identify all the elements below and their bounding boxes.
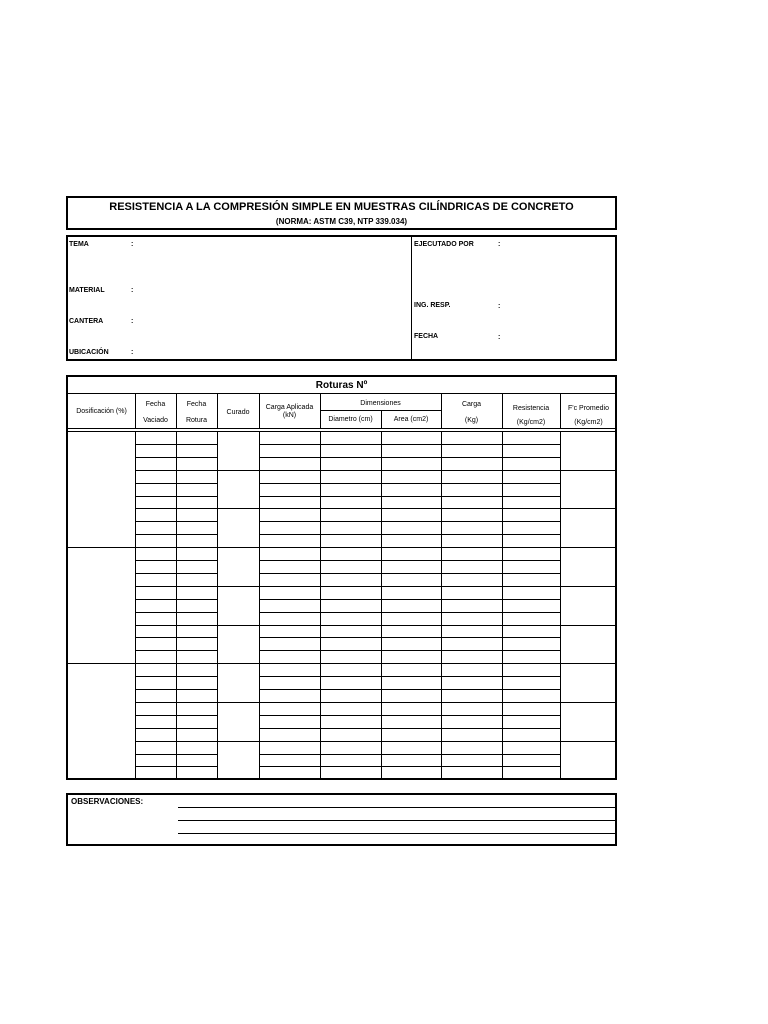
row-divider [381, 715, 441, 716]
row-divider [259, 534, 320, 535]
row-divider [320, 444, 381, 445]
header-carga-aplicada-unit: (kN) [282, 412, 297, 419]
row-divider [259, 560, 320, 561]
ing-resp-label: ING. RESP. [414, 302, 451, 309]
header-dimensiones: Dimensiones [360, 400, 401, 407]
row-divider [502, 754, 560, 755]
row-divider [381, 676, 441, 677]
row-divider [502, 457, 560, 458]
row-divider [441, 599, 502, 600]
row-divider [259, 573, 320, 574]
material-field[interactable] [138, 285, 408, 311]
row-divider [135, 689, 176, 690]
ubicacion-label: UBICACIÓN [69, 349, 109, 356]
body-top-line [68, 431, 615, 432]
row-divider [259, 521, 320, 522]
row-divider [381, 754, 441, 755]
row-divider [502, 496, 560, 497]
ubicacion-field[interactable] [138, 346, 408, 360]
row-divider [502, 689, 560, 690]
row-divider [502, 728, 560, 729]
row-divider [502, 534, 560, 535]
observaciones-section [66, 793, 617, 846]
observaciones-line[interactable] [178, 820, 615, 821]
row-divider [320, 457, 381, 458]
row-divider [259, 496, 320, 497]
ing-resp-colon: : [498, 303, 501, 310]
row-divider [135, 496, 176, 497]
row-divider [320, 521, 381, 522]
row-divider [176, 534, 217, 535]
row-divider [441, 728, 502, 729]
row-divider [320, 754, 381, 755]
form-title-box [66, 196, 617, 230]
row-divider [135, 728, 176, 729]
row-divider [320, 637, 381, 638]
dosificacion-group-divider [68, 663, 617, 664]
row-divider [176, 457, 217, 458]
row-divider [320, 676, 381, 677]
row-divider [381, 560, 441, 561]
body-col-divider [560, 431, 561, 779]
sample-group-divider [135, 625, 617, 626]
header-curado: Curado [226, 409, 250, 416]
header-resistencia: Resistencia [512, 405, 550, 412]
row-divider [381, 689, 441, 690]
header-divider [68, 393, 615, 394]
header-resistencia-unit: (Kg/cm2) [516, 419, 546, 426]
row-divider [441, 715, 502, 716]
info-divider [411, 237, 412, 359]
row-divider [381, 496, 441, 497]
header-carga-aplicada: Carga Aplicada [265, 404, 314, 411]
row-divider [320, 728, 381, 729]
header-carga: Carga [461, 401, 482, 408]
header-fc-promedio-unit: (Kg/cm2) [574, 419, 603, 426]
header-carga-unit: (Kg) [464, 417, 479, 424]
row-divider [381, 457, 441, 458]
sample-group-divider [135, 470, 617, 471]
row-divider [381, 573, 441, 574]
row-divider [381, 766, 441, 767]
row-divider [259, 766, 320, 767]
row-divider [176, 599, 217, 600]
cantera-field[interactable] [138, 316, 408, 342]
row-divider [502, 766, 560, 767]
row-divider [135, 560, 176, 561]
sample-group-divider [135, 702, 617, 703]
row-divider [176, 483, 217, 484]
row-divider [176, 573, 217, 574]
observaciones-label: OBSERVACIONES: [71, 797, 144, 806]
row-divider [176, 612, 217, 613]
info-section [66, 235, 617, 361]
row-divider [320, 573, 381, 574]
row-divider [502, 444, 560, 445]
row-divider [259, 444, 320, 445]
row-divider [381, 728, 441, 729]
row-divider [259, 689, 320, 690]
row-divider [176, 715, 217, 716]
header-bottom-line [68, 428, 615, 429]
row-divider [381, 637, 441, 638]
row-divider [135, 457, 176, 458]
row-divider [502, 599, 560, 600]
row-divider [381, 483, 441, 484]
row-divider [320, 689, 381, 690]
header-diametro: Diametro (cm) [328, 416, 373, 423]
row-divider [135, 637, 176, 638]
header-dosificacion: Dosificación (%) [76, 408, 127, 415]
row-divider [259, 483, 320, 484]
cantera-colon: : [131, 318, 134, 325]
row-divider [320, 534, 381, 535]
row-divider [320, 650, 381, 651]
row-divider [381, 534, 441, 535]
row-divider [441, 676, 502, 677]
row-divider [441, 689, 502, 690]
tema-colon: : [131, 241, 134, 248]
row-divider [320, 560, 381, 561]
row-divider [441, 754, 502, 755]
row-divider [135, 754, 176, 755]
row-divider [135, 599, 176, 600]
roturas-table [66, 375, 617, 780]
row-divider [441, 650, 502, 651]
tema-label: TEMA [69, 241, 89, 248]
row-divider [381, 612, 441, 613]
row-divider [441, 612, 502, 613]
row-divider [176, 637, 217, 638]
dimensiones-underline [320, 410, 441, 411]
row-divider [259, 637, 320, 638]
form-title: RESISTENCIA A LA COMPRESIÓN SIMPLE EN MUESTRAS CILÍNDRICAS DE CONCRETO [109, 201, 574, 213]
row-divider [320, 599, 381, 600]
header-fecha-vaciado-line2: Vaciado [143, 417, 168, 424]
row-divider [259, 754, 320, 755]
row-divider [176, 444, 217, 445]
row-divider [135, 766, 176, 767]
roturas-title: Roturas Nº [315, 380, 368, 391]
row-divider [259, 650, 320, 651]
header-fecha-rotura-line2: Rotura [185, 417, 207, 424]
header-fecha-rotura-line1: Fecha [186, 401, 207, 408]
row-divider [502, 521, 560, 522]
row-divider [502, 573, 560, 574]
fecha-colon: : [498, 334, 501, 341]
observaciones-line[interactable] [178, 833, 615, 834]
row-divider [441, 534, 502, 535]
row-divider [502, 560, 560, 561]
row-divider [176, 754, 217, 755]
row-divider [135, 483, 176, 484]
row-divider [176, 676, 217, 677]
sample-group-divider [135, 586, 617, 587]
cantera-label: CANTERA [69, 318, 104, 325]
row-divider [441, 496, 502, 497]
row-divider [320, 612, 381, 613]
row-divider [502, 637, 560, 638]
row-divider [441, 766, 502, 767]
row-divider [259, 715, 320, 716]
header-fc-promedio: F'c Promedio [567, 405, 609, 412]
row-divider [176, 766, 217, 767]
row-divider [441, 521, 502, 522]
row-divider [135, 676, 176, 677]
row-divider [259, 728, 320, 729]
header-fecha-vaciado-line1: Fecha [145, 401, 166, 408]
ing-resp-field[interactable] [505, 297, 613, 315]
sample-group-divider [135, 508, 617, 509]
row-divider [441, 457, 502, 458]
observaciones-line[interactable] [178, 807, 615, 808]
tema-field[interactable] [138, 239, 408, 283]
row-divider [441, 560, 502, 561]
ubicacion-colon: : [131, 349, 134, 356]
form-subtitle-norma: (NORMA: ASTM C39, NTP 339.034) [275, 217, 408, 226]
row-divider [502, 676, 560, 677]
row-divider [441, 573, 502, 574]
row-divider [176, 560, 217, 561]
row-divider [502, 715, 560, 716]
ejecutado-por-colon: : [498, 241, 501, 248]
ejecutado-por-field[interactable] [505, 239, 613, 279]
row-divider [320, 766, 381, 767]
row-divider [135, 534, 176, 535]
row-divider [176, 650, 217, 651]
row-divider [381, 650, 441, 651]
sample-group-divider [135, 779, 617, 780]
material-colon: : [131, 287, 134, 294]
row-divider [176, 689, 217, 690]
row-divider [381, 599, 441, 600]
row-divider [502, 483, 560, 484]
row-divider [135, 444, 176, 445]
row-divider [259, 599, 320, 600]
row-divider [381, 444, 441, 445]
row-divider [502, 612, 560, 613]
row-divider [259, 612, 320, 613]
row-divider [502, 650, 560, 651]
sample-group-divider [135, 741, 617, 742]
row-divider [320, 496, 381, 497]
fecha-label: FECHA [414, 333, 439, 340]
row-divider [135, 650, 176, 651]
row-divider [441, 444, 502, 445]
row-divider [135, 612, 176, 613]
row-divider [176, 521, 217, 522]
fecha-field[interactable] [505, 329, 613, 347]
row-divider [320, 715, 381, 716]
row-divider [441, 483, 502, 484]
material-label: MATERIAL [69, 287, 105, 294]
body-col-divider [217, 431, 218, 779]
dosificacion-group-divider [68, 547, 617, 548]
row-divider [320, 483, 381, 484]
row-divider [259, 676, 320, 677]
row-divider [135, 521, 176, 522]
row-divider [259, 457, 320, 458]
row-divider [135, 715, 176, 716]
row-divider [176, 496, 217, 497]
header-area: Area (cm2) [393, 416, 429, 423]
row-divider [135, 573, 176, 574]
row-divider [381, 521, 441, 522]
row-divider [441, 637, 502, 638]
row-divider [176, 728, 217, 729]
ejecutado-por-label: EJECUTADO POR [414, 241, 474, 248]
